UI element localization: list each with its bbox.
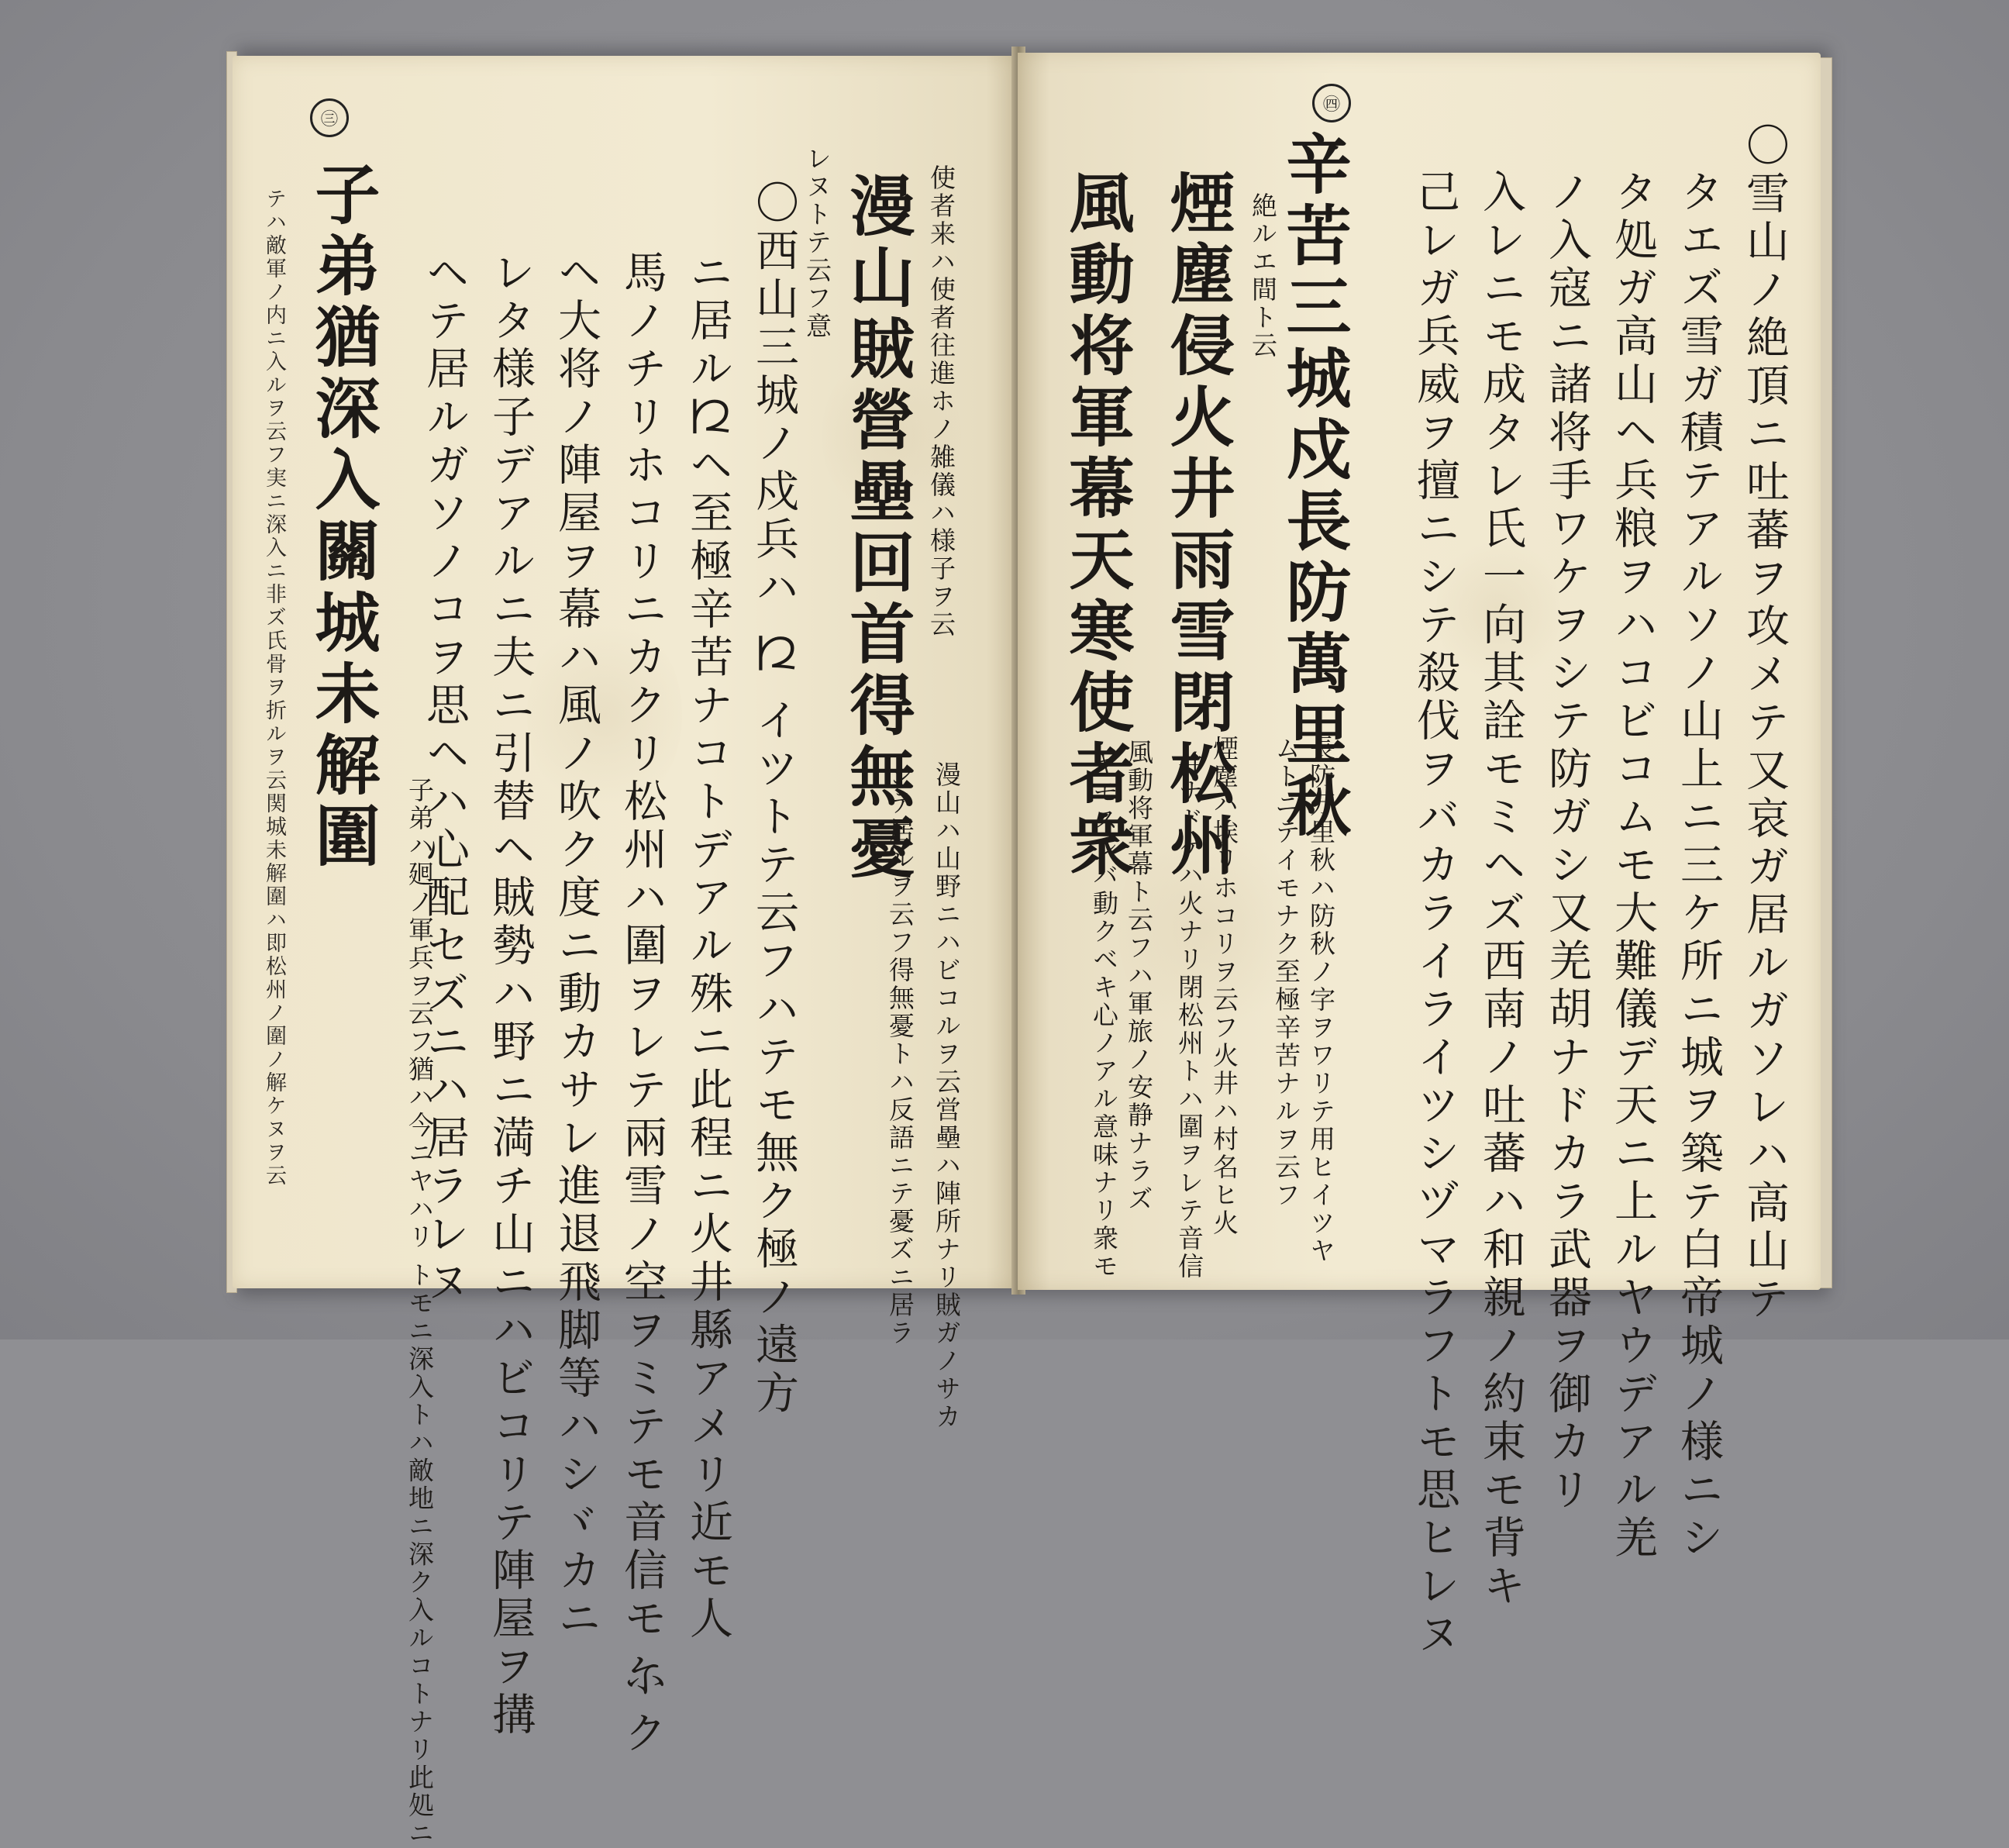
comment-column: 井ナドケハ火ナリ閉松州トハ圍ヲレテ音信 bbox=[1174, 750, 1204, 1281]
right-page bbox=[1018, 53, 1821, 1659]
body-column: 入レニモ成タレ氏一向其詮モミヘズ西南ノ吐蕃ハ和親ノ約束モ背キ bbox=[1476, 169, 1526, 1611]
verse-column: 煙塵侵火井雨雪閉松州 bbox=[1160, 169, 1236, 882]
body-column: レタ様子デアルニ夫ニ引替ヘ賊勢ハ野ニ満チ山ニハビコリテ陣屋ヲ搆 bbox=[485, 250, 536, 1739]
body-column: タエズ雪ガ積テアルソノ山上ニ三ケ所ニ城ヲ築テ白帝城ノ様ニシ bbox=[1673, 169, 1724, 1563]
body-column: ヘテ居ルガソノコヲ思ヘハ心配セズニハ居ラレヌ bbox=[419, 250, 470, 1307]
body-column: 〇西山三城ノ戍兵ハ 𛀁 イツトテ云フハテモ無ク極ノ遠方 bbox=[749, 180, 799, 1419]
body-column: 己レガ兵威ヲ擅ニシテ殺伐ヲバカライライツシヅマラフトモ思ヒレヌ bbox=[1410, 169, 1460, 1659]
body-column: 〇雪山ノ絶頂ニ吐蕃ヲ攻メテ又哀ガ居ルガソレハ高山テ bbox=[1739, 122, 1790, 1324]
comment-column: シテ居ルヲ云フ得無憂トハ反語ニテ憂ズニ居ラ bbox=[885, 761, 915, 1347]
comment-column: ムトニテイモナク至極辛苦ナルヲ云フ bbox=[1271, 735, 1301, 1209]
comment-column: ヤモスレバ動クベキ心ノアル意味ナリ衆モ bbox=[1089, 750, 1119, 1281]
gloss-column: 絶ルエ間ト云 bbox=[1248, 192, 1278, 360]
verse-column: 辛苦三城戍長防萬里秋 bbox=[1276, 130, 1353, 843]
body-column: ノ入寇ニ諸将手ワケヲシテ防ガシ又羌胡ナドカラ武器ヲ御カリ bbox=[1542, 169, 1592, 1515]
comment-column: 煙塵ハ埃リホコリヲ云フ火井ハ村名ヒ火 bbox=[1209, 735, 1239, 1237]
heading-verse: 子弟猶深入關城未解圍 bbox=[305, 160, 381, 874]
body-column: 馬ノチリホコリニカクリ松州ハ圍ヲレテ兩雪ノ空ヲミテモ音信モ𛂋ク bbox=[617, 250, 667, 1758]
title-verse: 漫山賊營壘回首得無憂 bbox=[839, 172, 916, 885]
comment-column: 風動将軍幕ト云フハ軍旅ノ安静ナラズ bbox=[1124, 739, 1154, 1213]
body-column: タ処ガ高山ヘ兵粮ヲハコビコムモ大難儀デ天ニ上ルヤウデアル羌 bbox=[1608, 169, 1658, 1563]
page-number-marker: ㊃ bbox=[1312, 84, 1351, 122]
comment-column: 漫山ハ山野ニハビコルヲ云営壘ハ陣所ナリ賊ガノサカ bbox=[932, 761, 962, 1431]
verse-column: 風動将軍幕天寒使者衆 bbox=[1059, 169, 1135, 882]
gloss-column: 使者来ハ使者往進ホノ雑儀ハ様子ヲ云 bbox=[926, 164, 956, 639]
note-column: 子弟ハ𢌞ノ軍兵ヲ云フ猶ハ今ニヤハリ トモニ深入トハ敵地ニ深ク入ルコトナリ此処ニ bbox=[405, 777, 435, 1848]
gloss-column: レヌトテ云フ意 bbox=[802, 145, 832, 340]
comment-column: 長防万里秋ハ防秋ノ字ヲワリテ用ヒイツヤ bbox=[1306, 735, 1336, 1265]
note-column: テハ敵軍ノ内ニ入ルヲ云フ実ニ深入ニ非ズ氏骨ヲ折ルヲ云関城未解圍ハ即松州ノ圍ノ解ケヌヲ云 bbox=[262, 188, 286, 1188]
body-column: ニ居ル𛀁ヘ至極辛苦ナコトデアル殊ニ此程ニ火井縣アメリ近モ人 bbox=[683, 250, 733, 1643]
body-column: ヘ大将ノ陣屋ヲ幕ハ風ノ吹ク度ニ動カサレ進退飛脚等ハシヾカニ bbox=[551, 250, 601, 1643]
page-number-marker: ㊂ bbox=[310, 98, 349, 137]
left-page bbox=[233, 56, 1018, 1848]
